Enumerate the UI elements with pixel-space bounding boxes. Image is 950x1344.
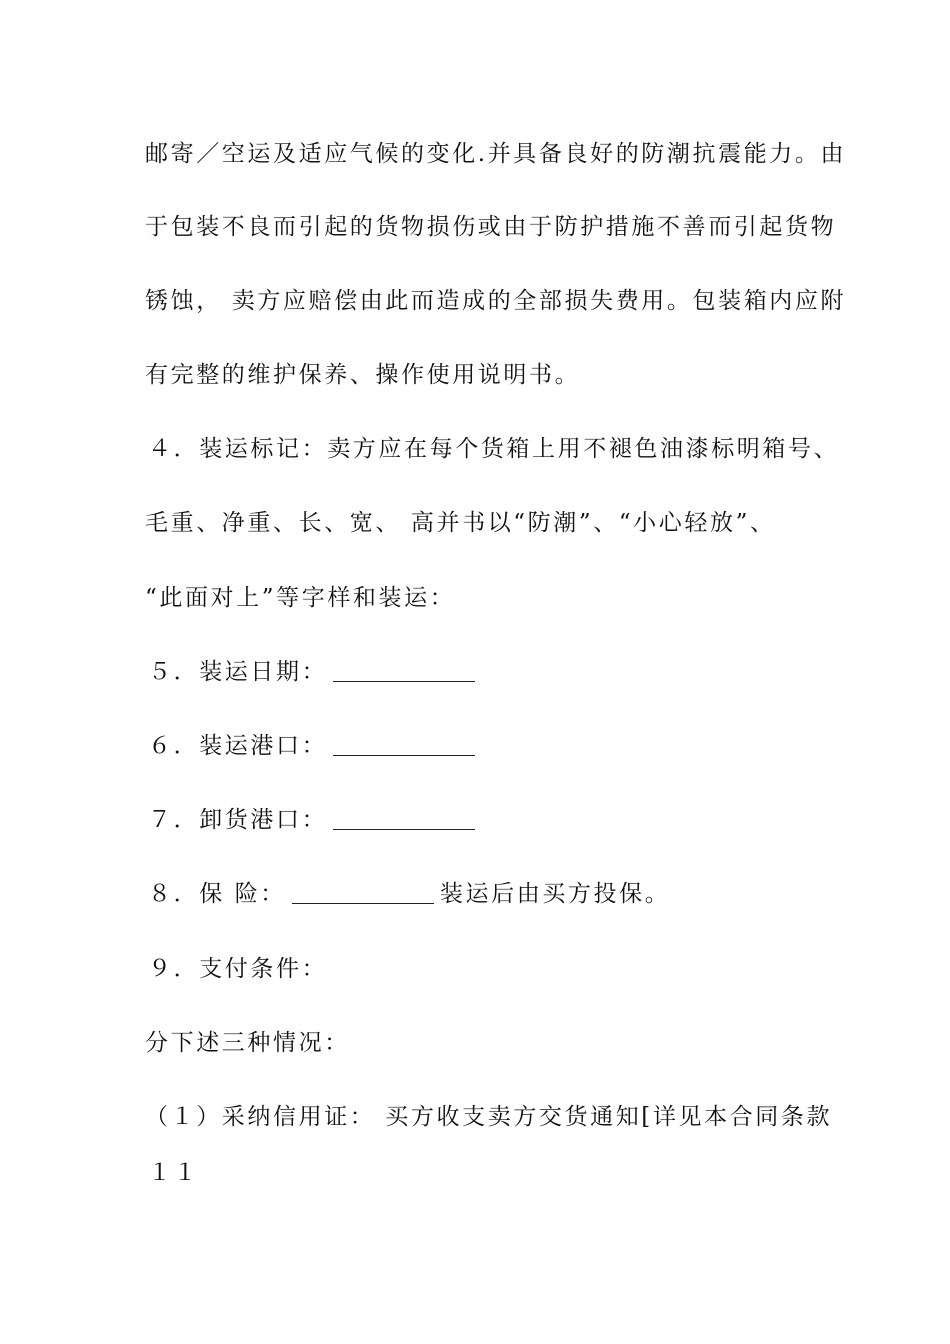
paragraph-line: 毛重、净重、长、宽、 高并书以“防潮”、“小心轻放”、	[145, 510, 776, 536]
loading-port-blank[interactable]	[333, 733, 475, 756]
paragraph-line: １１	[148, 1160, 200, 1186]
paragraph-line: 邮寄／空运及适应气候的变化.并具备良好的防潮抗震能力。由	[145, 141, 847, 167]
insurance-blank[interactable]	[292, 881, 434, 904]
paragraph-line: 有完整的维护保养、操作使用说明书。	[145, 362, 581, 388]
paragraph-line: 于包装不良而引起的货物损伤或由于防护措施不善而引起货物	[145, 214, 837, 240]
paragraph-line: “此面对上”等字样和装运：	[145, 585, 456, 611]
discharge-port-clause	[148, 805, 828, 835]
insurance-suffix: 装运后由买方投保。	[439, 881, 671, 907]
discharge-port-label: ７．卸货港口：	[148, 807, 328, 833]
shipping-marks-clause: ４．装运标记：卖方应在每个货箱上用不褪色油漆标明箱号、	[148, 436, 840, 462]
paragraph-line: （１）采纳信用证： 买方收支卖方交货通知[详见本合同条款	[145, 1104, 833, 1130]
loading-port-label: ６．装运港口：	[148, 733, 328, 759]
paragraph-line: 锈蚀， 卖方应赔偿由此而造成的全部损失费用。包装箱内应附	[145, 288, 847, 314]
discharge-port-blank[interactable]	[333, 807, 475, 830]
shipping-date-blank[interactable]	[333, 659, 475, 682]
shipping-date-label: ５．装运日期：	[148, 659, 328, 685]
insurance-label: ８．保 险：	[148, 881, 286, 907]
paragraph-line: 分下述三种情况：	[145, 1030, 350, 1056]
loading-port-clause	[148, 731, 828, 761]
insurance-clause	[148, 879, 828, 909]
shipping-date-clause	[148, 657, 828, 687]
payment-terms-clause: ９．支付条件：	[148, 956, 328, 982]
